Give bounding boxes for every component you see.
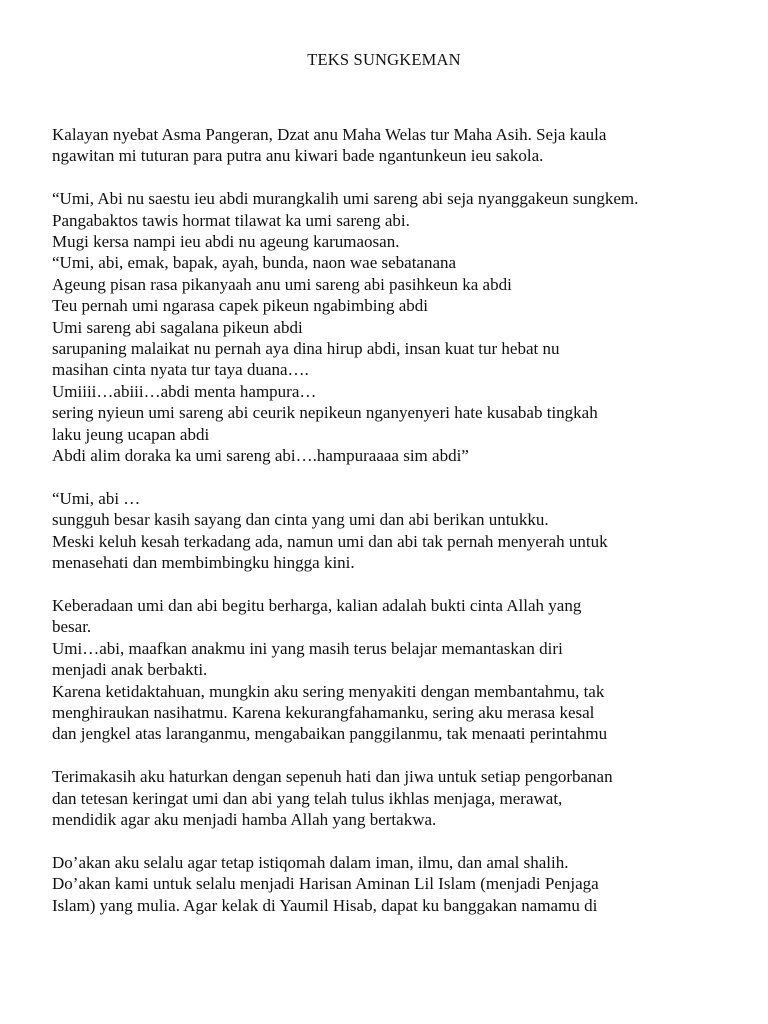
text-line: besar. (52, 617, 92, 637)
text-line: menghiraukan nasihatmu. Karena kekurangfahamanku, sering aku merasa kesal (52, 702, 595, 722)
text-line: ngawitan mi tuturan para putra anu kiwari bade ngantunkeun ieu sakola. (52, 146, 544, 166)
paragraph-keberadaan (52, 595, 716, 745)
text-line: Karena ketidaktahuan, mungkin aku sering menyakiti dengan membantahmu, tak (52, 681, 605, 701)
text-line: menasehati dan membimbingku hingga kini. (52, 553, 355, 573)
text-line: laku jeung ucapan abdi (52, 424, 210, 444)
text-line: Teu pernah umi ngarasa capek pikeun ngabimbing abdi (52, 296, 428, 316)
text-line: “Umi, abi, emak, bapak, ayah, bunda, naon wae sebatanana (52, 253, 457, 273)
paragraph-doakan (52, 852, 716, 916)
paragraph-umi-abi (52, 488, 716, 574)
text-line: Do’akan aku selalu agar tetap istiqomah dalam iman, ilmu, dan amal shalih. (52, 852, 569, 872)
text-line: sarupaning malaikat nu pernah aya dina hirup abdi, insan kuat tur hebat nu (52, 339, 560, 359)
text-line: mendidik agar aku menjadi hamba Allah yang bertakwa. (52, 809, 437, 829)
text-line: “Umi, Abi nu saestu ieu abdi murangkalih umi sareng abi seja nyanggakeun sungkem. (52, 189, 639, 209)
document-title: TEKS SUNGKEMAN (307, 50, 461, 69)
text-line: Umi…abi, maafkan anakmu ini yang masih terus belajar memantaskan diri (52, 638, 563, 658)
text-line: Umiiii…abiii…abdi menta hampura… (52, 381, 317, 401)
text-line: Umi sareng abi sagalana pikeun abdi (52, 317, 303, 337)
text-line: dan jengkel atas laranganmu, mengabaikan panggilanmu, tak menaati perintahmu (52, 724, 608, 744)
text-line: Islam) yang mulia. Agar kelak di Yaumil Hisab, dapat ku banggakan namamu di (52, 895, 598, 915)
text-line: Ageung pisan rasa pikanyaah anu umi sareng abi pasihkeun ka abdi (52, 274, 512, 294)
text-line: menjadi anak berbakti. (52, 660, 208, 680)
text-line: Do’akan kami untuk selalu menjadi Harisan Aminan Lil Islam (menjadi Penjaga (52, 874, 599, 894)
text-line: Meski keluh kesah terkadang ada, namun umi dan abi tak pernah menyerah untuk (52, 531, 608, 551)
document-body (52, 124, 716, 937)
text-line: Keberadaan umi dan abi begitu berharga, kalian adalah bukti cinta Allah yang (52, 595, 582, 615)
text-line: Mugi kersa nampi ieu abdi nu ageung karumaosan. (52, 232, 400, 252)
paragraph-terimakasih (52, 766, 716, 830)
text-line: masihan cinta nyata tur taya duana…. (52, 360, 309, 380)
text-line: Kalayan nyebat Asma Pangeran, Dzat anu Maha Welas tur Maha Asih. Seja kaula (52, 125, 607, 144)
text-line: sungguh besar kasih sayang dan cinta yang umi dan abi berikan untukku. (52, 510, 549, 530)
text-line: dan tetesan keringat umi dan abi yang telah tulus ikhlas menjaga, merawat, (52, 788, 563, 808)
text-line: Abdi alim doraka ka umi sareng abi….hampuraaaa sim abdi” (52, 446, 469, 466)
text-line: “Umi, abi … (52, 488, 141, 508)
paragraph-sundanese-sungkem (52, 188, 716, 466)
text-line: Pangabaktos tawis hormat tilawat ka umi sareng abi. (52, 210, 410, 230)
text-line: Terimakasih aku haturkan dengan sepenuh hati dan jiwa untuk setiap pengorbanan (52, 767, 613, 787)
text-line: sering nyieun umi sareng abi ceurik nepikeun nganyenyeri hate kusabab tingkah (52, 403, 598, 423)
paragraph-opening (52, 124, 716, 167)
